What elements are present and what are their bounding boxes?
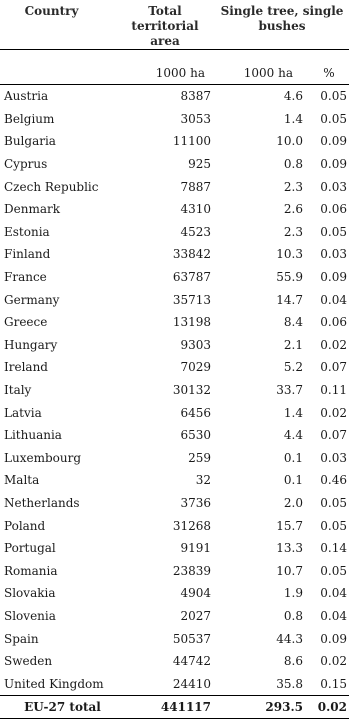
country-cell: Slovakia xyxy=(4,586,56,601)
country-cell: Slovenia xyxy=(4,608,56,623)
single-ha-cell: 2.3 xyxy=(283,224,303,239)
single-percent-cell: 0.09 xyxy=(320,157,347,172)
single-ha-cell: 0.8 xyxy=(283,157,303,172)
total-area-cell: 6456 xyxy=(180,405,211,420)
country-cell: Portugal xyxy=(4,541,56,556)
single-ha-cell: 2.3 xyxy=(283,179,303,194)
country-cell: Poland xyxy=(4,518,46,533)
single-percent-cell: 0.03 xyxy=(320,450,347,465)
total-area-cell: 259 xyxy=(188,450,211,465)
single-percent-cell: 0.14 xyxy=(320,541,347,556)
table-row xyxy=(0,672,349,695)
country-cell: Denmark xyxy=(4,202,60,217)
total-area-cell: 44742 xyxy=(172,654,211,669)
single-percent-cell: 0.05 xyxy=(320,89,347,104)
single-percent-cell: 0.06 xyxy=(320,202,347,217)
single-ha-cell: 14.7 xyxy=(276,292,303,307)
table-header xyxy=(0,0,349,85)
total-area-cell: 4904 xyxy=(180,586,211,601)
single-percent-cell: 0.46 xyxy=(320,473,347,488)
total-area-cell: 2027 xyxy=(180,608,211,623)
single-ha-cell: 8.4 xyxy=(283,315,303,330)
table-row xyxy=(0,537,349,560)
total-row-single-percent: 0.02 xyxy=(309,696,349,719)
country-cell: Germany xyxy=(4,292,60,307)
single-ha-cell: 2.6 xyxy=(283,202,303,217)
country-cell: Austria xyxy=(4,89,49,104)
country-cell: Lithuania xyxy=(4,428,62,443)
table-row xyxy=(0,514,349,537)
single-percent-cell: 0.05 xyxy=(320,518,347,533)
single-percent-cell: 0.07 xyxy=(320,360,347,375)
unit-single-ha: 1000 ha xyxy=(215,50,309,85)
single-ha-cell: 1.9 xyxy=(283,586,303,601)
total-area-cell: 6530 xyxy=(180,428,211,443)
single-ha-cell: 5.2 xyxy=(283,360,303,375)
single-percent-cell: 0.04 xyxy=(320,292,347,307)
total-area-cell: 8387 xyxy=(180,89,211,104)
country-cell: Romania xyxy=(4,563,58,578)
single-ha-cell: 10.3 xyxy=(276,247,303,262)
total-area-cell: 35713 xyxy=(172,292,211,307)
country-cell: Malta xyxy=(4,473,40,488)
total-area-cell: 30132 xyxy=(172,383,211,398)
table-row xyxy=(0,424,349,447)
table-row xyxy=(0,108,349,131)
total-area-cell: 9191 xyxy=(180,541,211,556)
total-area-cell: 7887 xyxy=(180,179,211,194)
total-area-cell: 11100 xyxy=(172,134,211,149)
table-row xyxy=(0,334,349,357)
table-row xyxy=(0,401,349,424)
single-ha-cell: 2.1 xyxy=(283,337,303,352)
total-area-cell: 3736 xyxy=(180,495,211,510)
table-row xyxy=(0,130,349,153)
single-ha-cell: 0.1 xyxy=(283,450,303,465)
table-row xyxy=(0,492,349,515)
units-row xyxy=(0,50,349,85)
table-row xyxy=(0,288,349,311)
unit-single-percent: % xyxy=(309,50,349,85)
column-header-single-tree: Single tree, single bushes xyxy=(215,0,349,50)
single-percent-cell: 0.04 xyxy=(320,608,347,623)
total-area-cell: 63787 xyxy=(172,270,211,285)
single-percent-cell: 0.03 xyxy=(320,179,347,194)
single-ha-cell: 4.6 xyxy=(283,89,303,104)
header-row xyxy=(0,0,349,50)
total-area-cell: 4310 xyxy=(180,202,211,217)
total-area-cell: 32 xyxy=(195,473,211,488)
country-cell: Greece xyxy=(4,315,48,330)
single-ha-cell: 2.0 xyxy=(283,495,303,510)
single-percent-cell: 0.15 xyxy=(320,676,347,691)
table-row xyxy=(0,311,349,334)
single-ha-cell: 10.7 xyxy=(276,563,303,578)
total-area-cell: 7029 xyxy=(180,360,211,375)
column-header-country: Country xyxy=(0,0,115,50)
table-row xyxy=(0,627,349,650)
single-ha-cell: 13.3 xyxy=(276,541,303,556)
table-row xyxy=(0,243,349,266)
country-cell: Latvia xyxy=(4,405,42,420)
single-ha-cell: 33.7 xyxy=(276,383,303,398)
single-percent-cell: 0.09 xyxy=(320,270,347,285)
country-cell: Italy xyxy=(4,383,32,398)
total-area-cell: 4523 xyxy=(180,224,211,239)
table-row xyxy=(0,582,349,605)
country-cell: Czech Republic xyxy=(4,179,99,194)
total-row xyxy=(0,696,349,719)
single-percent-cell: 0.03 xyxy=(320,247,347,262)
table-row xyxy=(0,198,349,221)
single-percent-cell: 0.02 xyxy=(320,405,347,420)
single-ha-cell: 35.8 xyxy=(276,676,303,691)
total-area-cell: 3053 xyxy=(180,111,211,126)
total-area-cell: 13198 xyxy=(172,315,211,330)
table-row xyxy=(0,469,349,492)
single-ha-cell: 8.6 xyxy=(283,654,303,669)
single-ha-cell: 10.0 xyxy=(276,134,303,149)
single-percent-cell: 0.04 xyxy=(320,586,347,601)
table-row xyxy=(0,221,349,244)
single-ha-cell: 4.4 xyxy=(283,428,303,443)
country-cell: Bulgaria xyxy=(4,134,56,149)
single-percent-cell: 0.11 xyxy=(320,383,347,398)
table-body xyxy=(0,85,349,696)
single-percent-cell: 0.05 xyxy=(320,563,347,578)
single-percent-cell: 0.02 xyxy=(320,337,347,352)
single-percent-cell: 0.02 xyxy=(320,654,347,669)
unit-cell-empty xyxy=(0,50,115,85)
total-area-cell: 50537 xyxy=(172,631,211,646)
table-row xyxy=(0,356,349,379)
country-cell: Belgium xyxy=(4,111,55,126)
total-area-cell: 9303 xyxy=(180,337,211,352)
single-percent-cell: 0.09 xyxy=(320,631,347,646)
country-cell: Spain xyxy=(4,631,39,646)
total-area-cell: 24410 xyxy=(172,676,211,691)
table-row xyxy=(0,379,349,402)
single-ha-cell: 1.4 xyxy=(283,405,303,420)
single-percent-cell: 0.05 xyxy=(320,111,347,126)
single-percent-cell: 0.05 xyxy=(320,495,347,510)
total-area-cell: 33842 xyxy=(172,247,211,262)
column-header-total-area: Total territorial area xyxy=(115,0,215,50)
unit-total-area: 1000 ha xyxy=(115,50,215,85)
single-ha-cell: 15.7 xyxy=(276,518,303,533)
single-ha-cell: 0.8 xyxy=(283,608,303,623)
table-row xyxy=(0,266,349,289)
country-cell: Hungary xyxy=(4,337,58,352)
table-footer xyxy=(0,696,349,719)
total-row-area: 441117 xyxy=(115,696,215,719)
total-row-single-ha: 293.5 xyxy=(215,696,309,719)
single-ha-cell: 0.1 xyxy=(283,473,303,488)
single-ha-cell: 1.4 xyxy=(283,111,303,126)
single-ha-cell: 55.9 xyxy=(276,270,303,285)
country-cell: United Kingdom xyxy=(4,676,104,691)
country-cell: Estonia xyxy=(4,224,50,239)
total-row-label: EU-27 total xyxy=(0,696,115,719)
country-cell: Finland xyxy=(4,247,51,262)
table-row xyxy=(0,605,349,628)
total-area-cell: 925 xyxy=(188,157,211,172)
country-cell: France xyxy=(4,270,47,285)
country-cell: Luxembourg xyxy=(4,450,81,465)
single-percent-cell: 0.07 xyxy=(320,428,347,443)
table-row xyxy=(0,153,349,176)
table-row xyxy=(0,85,349,108)
table-row xyxy=(0,650,349,673)
country-cell: Netherlands xyxy=(4,495,80,510)
single-ha-cell: 44.3 xyxy=(276,631,303,646)
country-cell: Sweden xyxy=(4,654,53,669)
total-area-cell: 23839 xyxy=(172,563,211,578)
single-percent-cell: 0.06 xyxy=(320,315,347,330)
single-percent-cell: 0.05 xyxy=(320,224,347,239)
country-cell: Cyprus xyxy=(4,157,48,172)
table-row xyxy=(0,447,349,470)
single-percent-cell: 0.09 xyxy=(320,134,347,149)
country-cell: Ireland xyxy=(4,360,48,375)
table-row xyxy=(0,175,349,198)
total-area-cell: 31268 xyxy=(172,518,211,533)
table-row xyxy=(0,559,349,582)
